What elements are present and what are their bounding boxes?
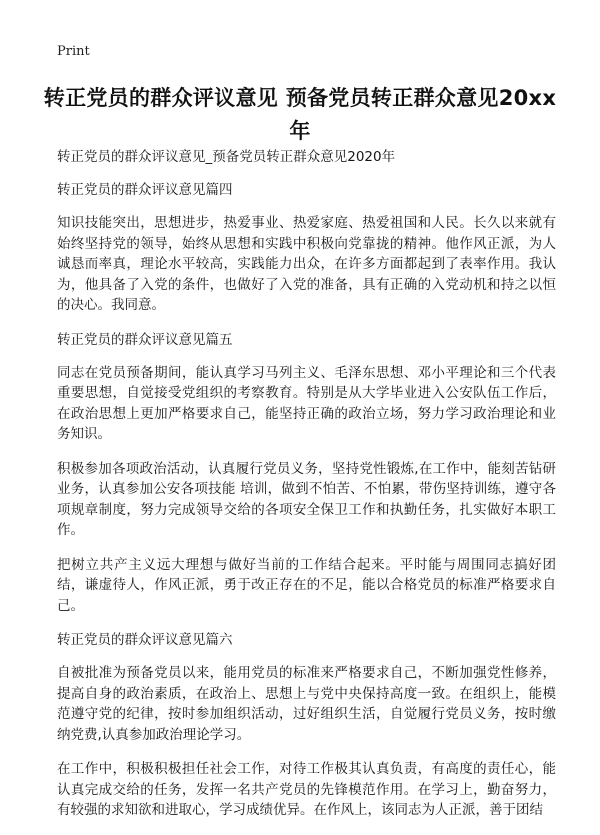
section-heading-4: 转正党员的群众评议意见篇四 xyxy=(57,182,233,198)
section-5-paragraph-2: 积极参加各项政治活动，认真履行党员义务，坚持党性锻炼,在工作中，能刻苦钻研业务，认真参加公安各项技能 培训，做到不怕苦、不怕累，带伤坚持训练，遵守各项规章制度，努力完成领导交给的各项安全保卫工作和执勤任务，扎实做好本职工作。 xyxy=(57,460,556,538)
section-6-paragraph-2: 在工作中，积极积极担任社会工作，对待工作极其认真负责，有高度的责任心，能认真完成交给的任务，发挥一名共产党员的先锋模范作用。在学习上，勤奋努力，有较强的求知欲和进取心，学习成绩优异。在作风上，该同志为人正派，善于团结 xyxy=(57,761,556,818)
section-6-paragraph-1: 自被批准为预备党员以来，能用党员的标准来严格要求自己，不断加强党性修养，提高自身的政治素质，在政治上、思想上与党中央保持高度一致。在组织上，能模范遵守党的纪律，按时参加组织活动，过好组织生活，自觉履行党员义务，按时缴纳党费,认真参加政治理论学习。 xyxy=(57,665,556,743)
section-heading-5: 转正党员的群众评议意见篇五 xyxy=(57,331,233,348)
document-subtitle: 转正党员的群众评议意见_预备党员转正群众意见2020年 xyxy=(57,149,396,165)
print-label[interactable]: Print xyxy=(57,44,90,59)
section-heading-6: 转正党员的群众评议意见篇六 xyxy=(57,632,233,648)
section-5-paragraph-1: 同志在党员预备期间，能认真学习马列主义、毛泽东思想、邓小平理论和三个代表重要思想，自觉接受党组织的考察教育。特别是从大学毕业进入公安队伍工作后，在政治思想上更加严格要求自己，能坚持正确的政治立场，努力学习政治理论和业务知识。 xyxy=(57,364,556,442)
document-body xyxy=(57,147,556,835)
document-title: 转正党员的群众评议意见 预备党员转正群众意见20xx年 xyxy=(43,86,557,143)
section-5-paragraph-3: 把树立共产主义远大理想与做好当前的工作结合起来。平时能与周围同志搞好团结，谦虚待人，作风正派，勇于改正存在的不足，能以合格党员的标准严格要求自己。 xyxy=(57,556,556,614)
section-4-paragraph-1: 知识技能突出，思想进步，热爱事业、热爱家庭、热爱祖国和人民。长久以来就有始终坚持党的领导，始终从思想和实践中积极向党靠拢的精神。他作风正派，为人诚恳而率真，理论水平较高，实践能力出众，在许多方面都起到了表率作用。我认为，他具备了入党的条件，也做好了入党的准备，具有正确的入党动机和持之以恒的决心。我同意。 xyxy=(57,215,556,313)
